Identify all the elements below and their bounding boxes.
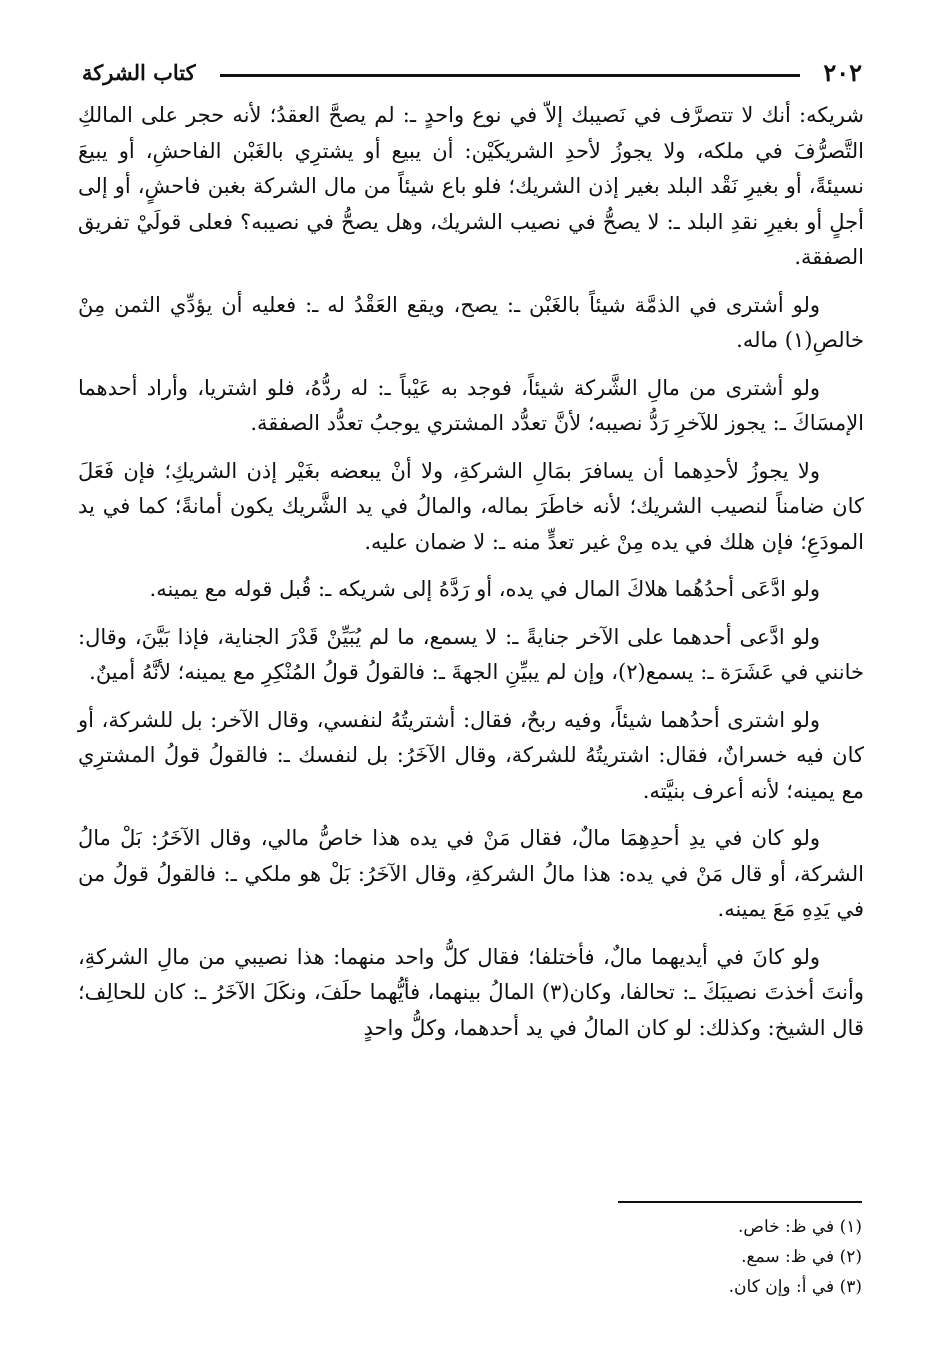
page-number: ٢٠٢	[823, 58, 862, 87]
paragraph: شريكه: أنك لا تتصرَّف في نَصيبك إلاّ في نوع واحدٍ ـ: لم يصحَّ العقدُ؛ لأنه حجر على المالكِ التَّصرُّفَ في ملكه، ولا يجوزُ لأحدِ الشريكَيْن: أن يبيع أو يشترِي بالغَبْن الفاحشِ، أو يبيعَ نسيئةً، أو بغيرِ نَقْد البلد بغير إذن الشريك؛ فلو باع شيئاً من مال الشركة بغبن فاحشٍ، أو إلى أجلٍ أو بغيرِ نقدِ البلد ـ: لا يصحُّ في نصيب الشريك، وهل يصحُّ في نصيبه؟ فعلى قولَيْ تفريق الصفقة.	[78, 103, 864, 269]
paragraph: ولو ادَّعى أحدهما على الآخر جنايةً ـ: لا يسمع، ما لم يُبَيِّنْ قَدْرَ الجناية، فإذا بَيَّنَ، وقال: خانني في عَشَرَة ـ: يسمع(٢)، وإن لم يبيِّنِ الجهةَ ـ: فالقولُ قولُ المُنْكِرِ مع يمينه؛ لأنَّهُ أمينٌ.	[78, 624, 864, 684]
paragraph: ولو كانَ في أيديهما مالٌ، فأختلفا؛ فقال كلُّ واحد منهما: هذا نصيبي من مالِ الشركةِ، وأنتَ أخذتَ نصيبَكَ ـ: تحالفا، وكان(٣) المالُ بينهما، فأيُّهما حلَفَ، ونكَلَ الآخَرُ ـ: كان للحالِف؛ قال الشيخ: وكذلك: لو كان المالُ في يد أحدهما، وكلُّ واحدٍ	[78, 944, 865, 1040]
paragraph: ولو أشترى من مالِ الشَّركة شيئاً، فوجد به عَيْباً ـ: له ردُّهُ، فلو اشتريا، وأراد أحدهما الإمسَاكَ ـ: يجوز للآخرِ رَدُّ نصيبه؛ لأنَّ تعدُّد المشتري يوجبُ تعدُّد الصفقة.	[78, 375, 864, 435]
footnote-rule	[618, 1201, 862, 1203]
paragraph: ولو اشترى أحدُهما شيئاً، وفيه ربحٌ، فقال: أشتريتُهُ لنفسي، وقال الآخر: بل للشركة، أو كان فيه خسرانٌ، فقال: اشتريتُهُ للشركة، وقال الآخَرُ: بل لنفسك ـ: فالقولُ قولُ المشترِي مع يمينه؛ لأنه أعرف بنيَّته.	[78, 707, 864, 803]
main-text	[78, 98, 864, 1058]
footnote: (٢) في ظ: سمع.	[741, 1247, 862, 1267]
footnote: (٣) في أ: وإن كان.	[728, 1277, 862, 1297]
running-title: كتاب الشركة	[82, 60, 196, 85]
header-rule	[220, 74, 800, 77]
paragraph: ولا يجوزُ لأحدِهما أن يسافرَ بمَالِ الشركةِ، ولا أنْ يبعضه بغَيْر إذن الشريكِ؛ فإن فَعَلَ كان ضامناً لنصيب الشريك؛ لأنه خاطَرَ بماله، والمالُ في يد الشَّريك يكون أمانةً؛ كما في يد المودَعِ؛ فإن هلك في يده مِنْ غير تعدٍّ منه ـ: لا ضمان عليه.	[78, 458, 864, 554]
footnote: (١) في ظ: خاص.	[737, 1217, 862, 1237]
footnotes	[480, 1212, 862, 1302]
paragraph: ولو كان في يدِ أحدِهِمَا مالٌ، فقال مَنْ في يده هذا خاصُّ مالي، وقال الآخَرُ: بَلْ مالُ الشركة، أو قال مَنْ في يده: هذا مالُ الشركةِ، وقال الآخَرُ: بَلْ هو ملكي ـ: فالقولُ قولُ من في يَدِهِ مَعَ يمينه.	[78, 826, 864, 921]
paragraph: ولو أشترى في الذمَّة شيئاً بالغَبْن ـ: يصح، ويقع العَقْدُ له ـ: فعليه أن يؤدِّي الثمن مِنْ خالصِ(١) ماله.	[78, 292, 864, 352]
running-header	[82, 58, 862, 92]
paragraph: ولو ادَّعَى أحدُهُما هلاكَ المال في يده، أو رَدَّهُ إلى شريكه ـ: قُبل قوله مع يمينه.	[149, 577, 820, 601]
